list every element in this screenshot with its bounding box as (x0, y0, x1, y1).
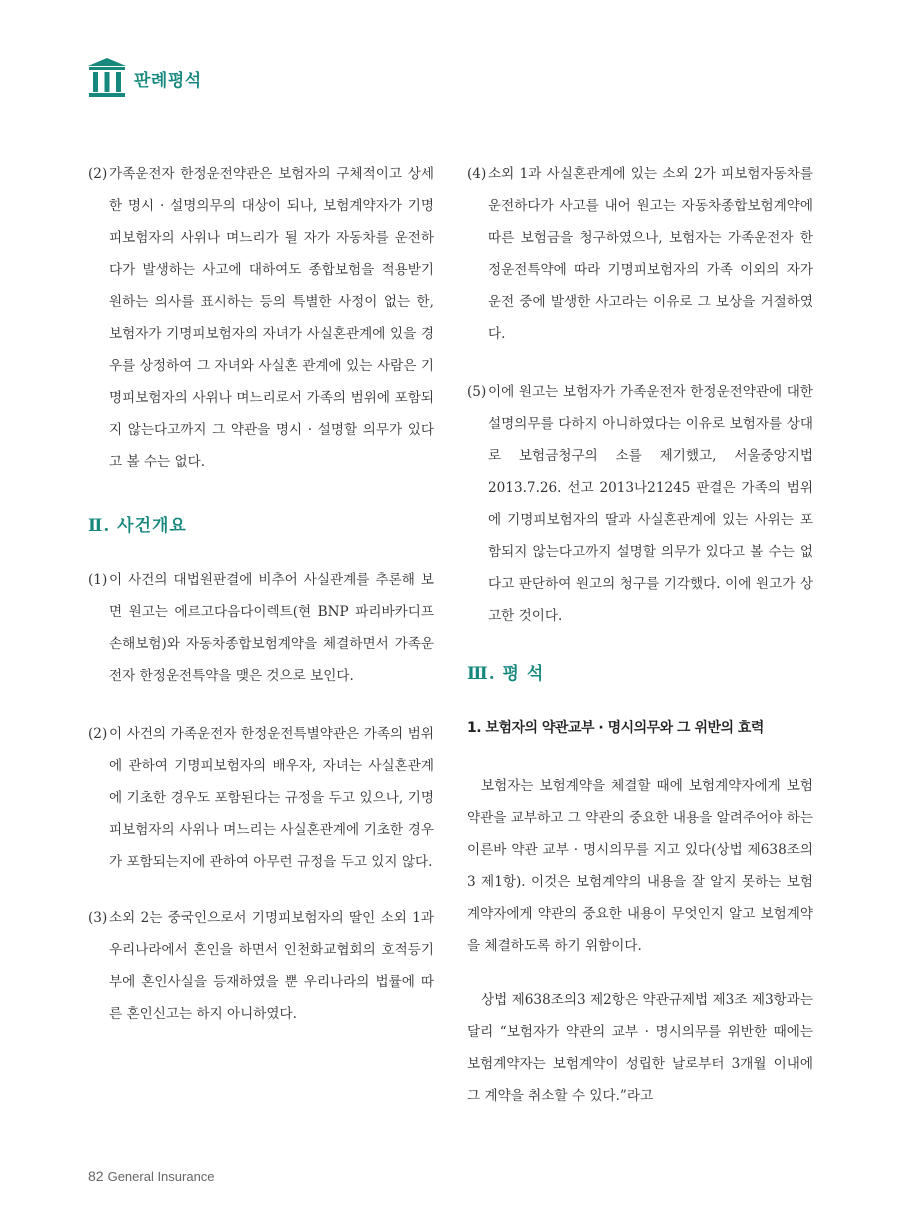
page-header (88, 58, 202, 98)
item-text: 이 사건의 대법원판결에 비추어 사실관계를 추론해 보면 원고는 에르고다음다이렉트(현 BNP 파리바카디프 손해보험)와 자동차종합보험계약을 체결하면서 가족운전자 한정운전특약을 맺은 것으로 보인다. (109, 572, 434, 684)
item-number: (1) (88, 572, 108, 588)
body-paragraph: 상법 제638조의3 제2항은 약관규제법 제3조 제3항과는 달리 “보험자가 약관의 교부 · 명시의무를 위반한 때에는 보험계약자는 보험계약이 성립한 날로부터 3개월 이내에 그 계약을 취소할 수 있다.”라고 (467, 992, 813, 1104)
page-number: 82 (88, 1168, 104, 1184)
pillar-building-icon (88, 58, 126, 98)
section-heading: Ⅱ. 사건개요 (88, 516, 187, 536)
item-number: (5) (467, 384, 487, 400)
item-number: (3) (88, 910, 108, 926)
item-text: 이에 원고는 보험자가 가족운전자 한정운전약관에 대한 설명의무를 다하지 아니하였다는 이유로 보험자를 상대로 보험금청구의 소를 제기했고, 서울중앙지법 2013.7.26. 선고 2013나21245 판결은 가족의 범위에 기명피보험자의 딸과 사실혼관계에 있는 사위는 포함되지 않는다고까지 설명할 의무가 있다고 볼 수는 없다고 판단하여 원고의 청구를 기각했다. 이에 원고가 상고한 것이다. (488, 384, 813, 624)
section-label: 판례평석 (134, 70, 202, 91)
item-number: (2) (88, 166, 108, 182)
right-column (467, 158, 813, 1112)
item-text: 소외 2는 중국인으로서 기명피보험자의 딸인 소외 1과 우리나라에서 혼인을 하면서 인천화교협회의 호적등기부에 혼인사실을 등재하였을 뿐 우리나라의 법률에 따른 혼인신고는 하지 아니하였다. (109, 910, 434, 1022)
list-item (88, 158, 434, 478)
list-item (88, 564, 434, 692)
page-footer (88, 1168, 215, 1184)
list-item (88, 902, 434, 1030)
list-item (467, 376, 813, 632)
list-item (467, 158, 813, 350)
subheading: 1. 보험자의 약관교부 · 명시의무와 그 위반의 효력 (467, 720, 764, 736)
left-column (88, 158, 434, 1030)
item-text: 가족운전자 한정운전약관은 보험자의 구체적이고 상세한 명시 · 설명의무의 대상이 되나, 보험계약자가 기명피보험자의 사위나 며느리가 될 자가 자동차를 운전하다가 발생하는 사고에 대하여도 종합보험을 적용받기 원하는 의사를 표시하는 등의 특별한 사정이 없는 한, 보험자가 기명피보험자의 자녀가 사실혼관계에 있을 경우를 상정하여 그 자녀와 사실혼 관계에 있는 사람은 기명피보험자의 사위나 며느리로서 가족의 범위에 포함되지 않는다고까지 그 약관을 명시 · 설명할 의무가 있다고 볼 수는 없다. (109, 166, 434, 470)
body-paragraph: 보험자는 보험계약을 체결할 때에 보험계약자에게 보험약관을 교부하고 그 약관의 중요한 내용을 알려주어야 하는 이른바 약관 교부 · 명시의무를 지고 있다(상법 제638조의3 제1항). 이것은 보험계약의 내용을 잘 알지 못하는 보험계약자에게 약관의 중요한 내용이 무엇인지 알고 보험계약을 체결하도록 하기 위함이다. (467, 778, 813, 954)
item-number: (2) (88, 726, 108, 742)
list-item (88, 718, 434, 878)
publication-name: General Insurance (107, 1169, 215, 1184)
item-text: 소외 1과 사실혼관계에 있는 소외 2가 피보험자동차를 운전하다가 사고를 내어 원고는 자동차종합보험계약에 따른 보험금을 청구하였으나, 보험자는 가족운전자 한정운전특약에 따라 기명피보험자의 가족 이외의 자가 운전 중에 발생한 사고라는 이유로 그 보상을 거절하였다. (488, 166, 813, 342)
item-number: (4) (467, 166, 487, 182)
item-text: 이 사건의 가족운전자 한정운전특별약관은 가족의 범위에 관하여 기명피보험자의 배우자, 자녀는 사실혼관계에 기초한 경우도 포함된다는 규정을 두고 있으나, 기명피보험자의 사위나 며느리는 사실혼관계에 기초한 경우가 포함되는지에 관하여 아무런 규정을 두고 있지 않다. (109, 726, 434, 870)
section-heading: Ⅲ. 평 석 (467, 664, 545, 684)
